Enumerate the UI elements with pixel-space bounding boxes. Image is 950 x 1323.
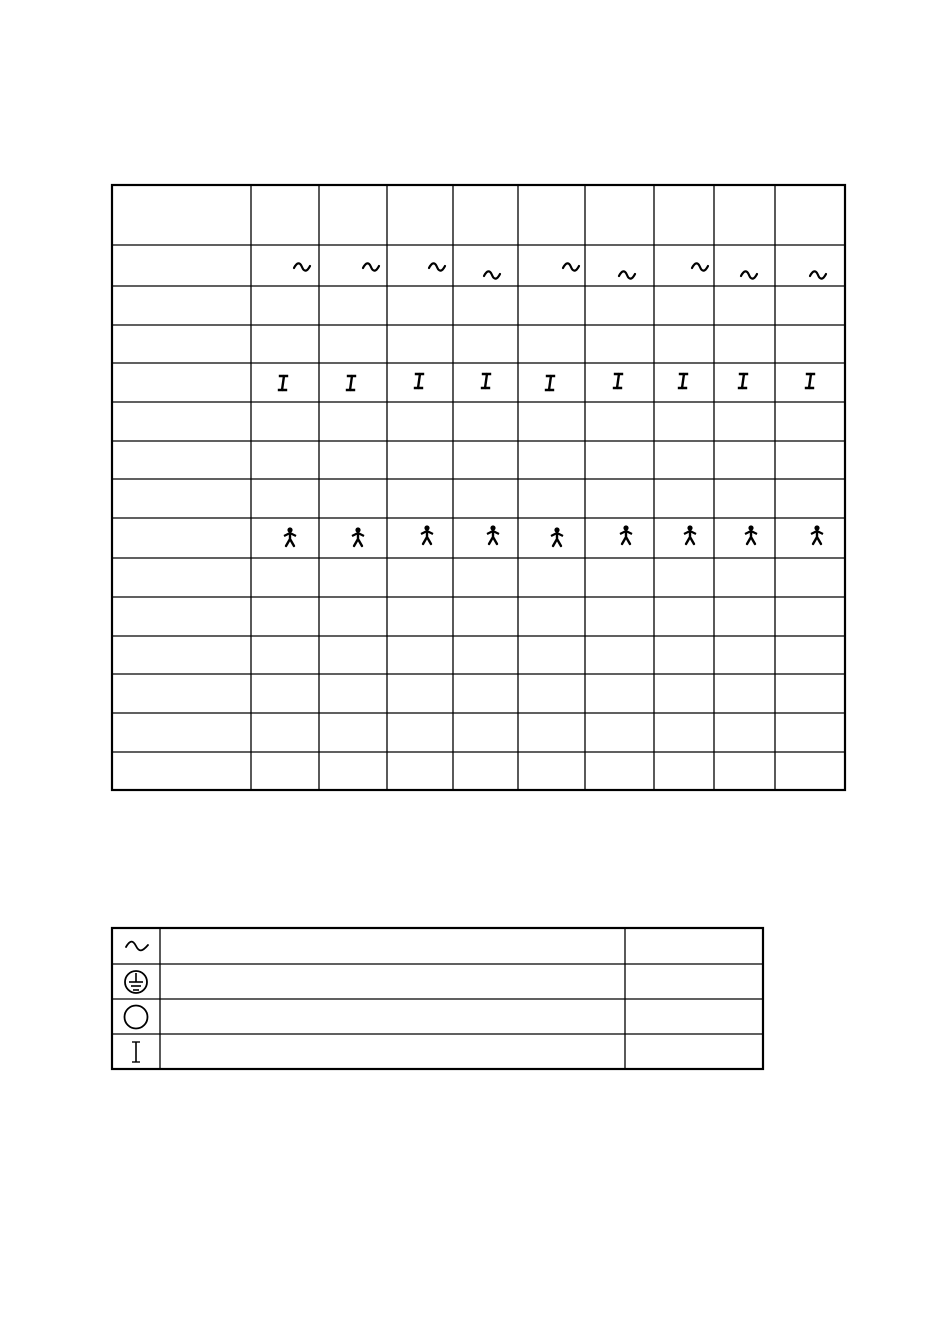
legend-ac-current-icon — [126, 942, 148, 951]
type-b-applied-part-icon — [352, 527, 364, 546]
ac-current-icon — [810, 271, 826, 278]
main-table-border — [112, 185, 845, 790]
ac-current-icon — [619, 271, 635, 278]
ac-current-icon — [484, 271, 500, 278]
class-i-icon — [347, 376, 355, 390]
class-i-icon — [806, 374, 814, 388]
type-b-applied-part-icon — [684, 525, 696, 544]
ac-current-icon — [563, 263, 579, 270]
class-i-icon — [546, 376, 554, 390]
applied-part-row — [284, 525, 823, 546]
class-i-icon — [679, 374, 687, 388]
off-circle-icon — [125, 1006, 148, 1029]
ac-current-row — [294, 263, 826, 278]
main-table-row-lines — [112, 245, 845, 752]
type-b-applied-part-icon — [620, 525, 632, 544]
main-table-column-lines — [251, 185, 775, 790]
ac-current-icon — [363, 263, 379, 270]
class-i-icon — [279, 376, 287, 390]
ac-current-icon — [692, 263, 708, 270]
type-b-applied-part-icon — [551, 527, 563, 546]
ac-current-icon — [741, 271, 757, 278]
type-b-applied-part-icon — [421, 525, 433, 544]
class-i-icon — [482, 374, 490, 388]
type-b-applied-part-icon — [745, 525, 757, 544]
on-line-icon — [132, 1042, 140, 1062]
class-i-icon — [614, 374, 622, 388]
ac-current-icon — [294, 263, 310, 270]
ac-current-icon — [429, 263, 445, 270]
class-i-row — [279, 374, 814, 390]
type-b-applied-part-icon — [811, 525, 823, 544]
legend-table — [112, 928, 763, 1069]
class-i-icon — [415, 374, 423, 388]
protective-earth-icon — [125, 971, 147, 993]
type-b-applied-part-icon — [487, 525, 499, 544]
type-b-applied-part-icon — [284, 527, 296, 546]
class-i-icon — [739, 374, 747, 388]
